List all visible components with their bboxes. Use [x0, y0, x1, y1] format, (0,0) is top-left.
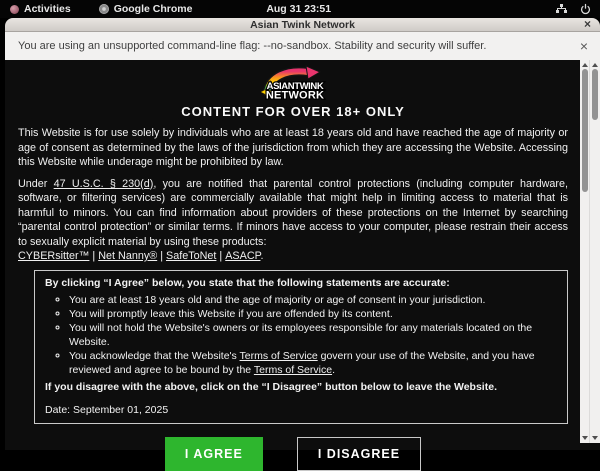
link-separator: |	[160, 250, 163, 262]
link-net-nanny[interactable]: Net Nanny®	[98, 250, 158, 262]
agreement-list	[45, 293, 557, 377]
browser-window	[5, 17, 600, 461]
page-scrollbar[interactable]	[580, 60, 590, 443]
link-cybersitter[interactable]: CYBERsitter™	[18, 250, 90, 262]
clock-label: Aug 31 23:51	[266, 3, 332, 15]
statute-link[interactable]: 47 U.S.C. § 230(d)	[53, 177, 154, 190]
terms-of-service-link[interactable]: Terms of Service	[253, 363, 333, 376]
site-logo	[18, 65, 568, 101]
scroll-up-arrow-icon[interactable]	[582, 63, 588, 67]
page-viewport	[5, 60, 600, 461]
legal-text-after: , you are notified that parental control protections (including computer hardware, software, or filtering services) are commercially available that might help in limiting access to material that is harmful to minors. You can find information about providers of these protections on the Internet by searching “parental control protection” or similar terms. If minors have access to your computer, please restrain their access to sexually explicit material by using these products:	[18, 177, 568, 248]
logo-line1: ASIANTWINK	[266, 81, 324, 92]
logo-line2: NETWORK	[265, 89, 325, 102]
activities-label: Activities	[24, 3, 71, 15]
link-asacp[interactable]: ASACP	[225, 250, 261, 262]
consent-buttons	[18, 437, 568, 471]
tos-text-2: govern your use of the Website, and you have reviewed and agree to be bound by the	[69, 349, 535, 376]
activities-button[interactable]	[4, 0, 77, 18]
site-logo-image	[260, 65, 326, 101]
agreement-box	[34, 270, 568, 424]
agreement-item: ◦ You will promptly leave this Website if you are offended by its content.	[69, 307, 557, 321]
tos-text-1: You acknowledge that the Website's	[69, 349, 240, 362]
system-top-bar	[0, 0, 600, 18]
scroll-down-arrow-icon[interactable]	[592, 436, 598, 440]
browser-scrollbar[interactable]	[590, 60, 600, 443]
page-scrollbar-thumb[interactable]	[582, 69, 588, 192]
scroll-up-arrow-icon[interactable]	[592, 63, 598, 67]
chrome-infobar	[5, 32, 600, 60]
agreement-item: ◦ You are at least 18 years old and the age of majority or age of consent in your jurisdiction.	[69, 293, 557, 307]
app-menu-google-chrome[interactable]	[93, 0, 199, 18]
agreement-outro: If you disagree with the above, click on the “I Disagree” button below to leave the Website.	[45, 380, 497, 393]
agreement-item-tos	[69, 349, 557, 377]
age-gate-page	[5, 60, 580, 461]
agreement-intro: By clicking “I Agree” below, you state that the following statements are accurate:	[45, 276, 450, 289]
window-title: Asian Twink Network	[250, 18, 355, 31]
agreement-date: Date: September 01, 2025	[45, 403, 169, 416]
system-tray	[556, 4, 600, 15]
app-menu-label: Google Chrome	[113, 3, 193, 15]
intro-paragraph: This Website is for use solely by individuals who are at least 18 years old and have reached the age of majority or age of consent as determined by the laws of the jurisdiction from which they are accessing the Website. Accessing this Website while underage might be prohibited by law.	[18, 127, 568, 168]
distro-dot-icon	[10, 5, 19, 14]
clock[interactable]	[266, 0, 331, 18]
link-separator: |	[92, 250, 96, 262]
infobar-message: You are using an unsupported command-line flag: --no-sandbox. Stability and security will suffer.	[18, 40, 487, 52]
legal-paragraph	[18, 177, 568, 250]
agreement-item: ◦ You will not hold the Website's owners or its employees responsible for any materials located on the Website.	[69, 321, 557, 349]
window-close-button[interactable]: ×	[583, 17, 591, 31]
agree-button[interactable]: I AGREE	[165, 437, 263, 471]
infobar-close-icon[interactable]: ×	[579, 38, 588, 54]
power-icon[interactable]	[580, 4, 591, 15]
network-icon[interactable]	[556, 4, 567, 14]
link-safetonet[interactable]: SafeToNet	[166, 250, 217, 262]
parental-control-links	[18, 249, 568, 264]
page-title: CONTENT FOR OVER 18+ ONLY	[181, 104, 405, 119]
links-period: .	[260, 250, 264, 262]
terms-of-service-link[interactable]: Terms of Service	[239, 349, 318, 362]
window-title-bar[interactable]	[5, 18, 600, 32]
legal-text-before: Under	[18, 177, 54, 190]
link-separator: |	[219, 250, 223, 262]
disagree-button[interactable]: I DISAGREE	[297, 437, 421, 471]
scroll-down-arrow-icon[interactable]	[582, 436, 588, 440]
chrome-icon	[99, 4, 109, 14]
tos-text-3: .	[332, 363, 335, 376]
browser-scrollbar-thumb[interactable]	[592, 69, 598, 120]
